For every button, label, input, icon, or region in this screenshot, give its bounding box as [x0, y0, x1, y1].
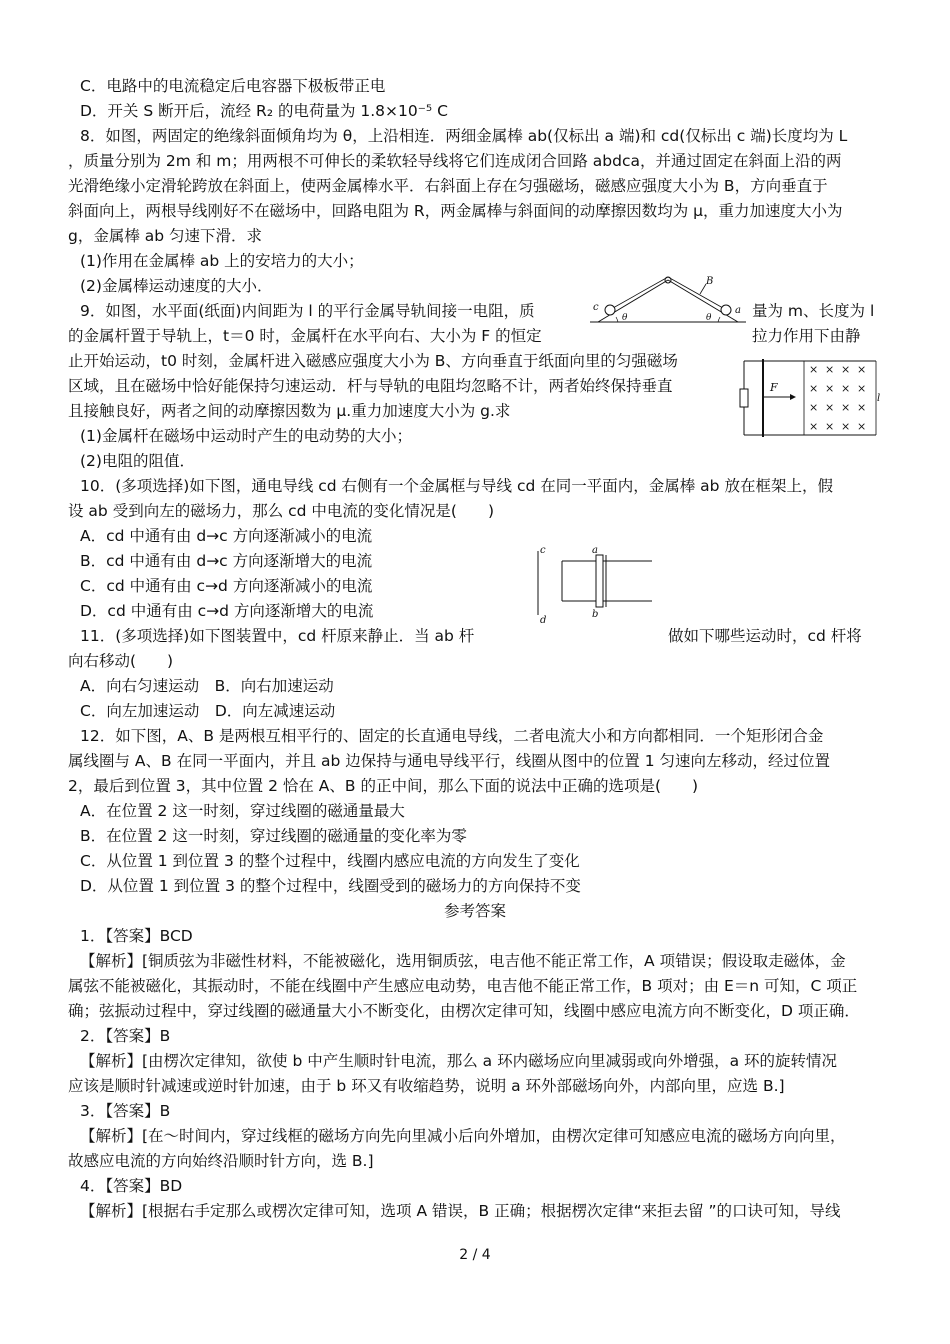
text-line: 11．(多项选择)如下图装置中，cd 杆原来静止．当 ab 杆 [80, 627, 475, 645]
text-line: D．开关 S 断开后，流经 R₂ 的电荷量为 1.8×10⁻⁵ C [80, 102, 448, 120]
text-line: 设 ab 受到向左的磁场力，那么 cd 中电流的变化情况是( ) [68, 502, 495, 520]
figure-wire-frame [532, 543, 656, 625]
text-line: C．电路中的电流稳定后电容器下极板带正电 [80, 77, 386, 95]
field-cross: × [809, 382, 819, 395]
text-line: A．在位置 2 这一时刻，穿过线圈的磁通量最大 [80, 802, 405, 820]
text-line: 【解析】[在～时间内，穿过线框的磁场方向先向里减小后向外增加，由楞次定律可知感应电流的磁场方向向里， [80, 1127, 846, 1145]
text-line: 止开始运动，t0 时刻，金属杆进入磁感应强度大小为 B、方向垂直于纸面向里的匀强磁场 [68, 352, 678, 370]
page-number: 2 / 4 [459, 1247, 491, 1263]
label-F: F [770, 381, 778, 394]
field-cross: × [825, 420, 835, 433]
text-line: 12．如下图，A、B 是两根互相平行的、固定的长直通电导线，二者电流大小和方向都相同．一个矩形闭合金 [80, 727, 824, 745]
label-B: B [706, 276, 714, 287]
label-a: a [592, 545, 598, 556]
text-line: C．向左加速运动 D．向左减速运动 [80, 702, 336, 720]
resistor [740, 389, 748, 407]
field-cross: × [809, 401, 819, 414]
section-title: 参考答案 [443, 902, 506, 920]
field-cross: × [841, 363, 851, 376]
text-line: 属弦不能被磁化，其振动时，不能在线圈中产生感应电动势，电吉他不能正常工作，B 项对；由 E＝n 可知，C 项正 [68, 977, 858, 995]
field-cross: × [857, 420, 867, 433]
field-cross: × [809, 363, 819, 376]
text-line: (2)金属棒运动速度的大小． [80, 277, 273, 295]
field-cross: × [857, 382, 867, 395]
label-c: c [540, 545, 546, 556]
text-line: 的金属杆置于导轨上，t＝0 时，金属杆在水平向右、大小为 F 的恒定 [68, 327, 542, 345]
text-line: D．从位置 1 到位置 3 的整个过程中，线圈受到的磁场力的方向保持不变 [80, 877, 581, 895]
text-line: 应该是顺时针减速或逆时针加速，由于 b 环又有收缩趋势，说明 a 环外部磁场向外，内部向里，应选 B.] [68, 1077, 785, 1095]
field-cross: × [809, 420, 819, 433]
text-line: C．从位置 1 到位置 3 的整个过程中，线圈内感应电流的方向发生了变化 [80, 852, 580, 870]
text-line: 故感应电流的方向始终沿顺时针方向，选 B.] [68, 1152, 374, 1170]
text-line: 【解析】[铜质弦为非磁性材料，不能被磁化，选用铜质弦，电吉他不能正常工作，A 项错误；假设取走磁体，金 [80, 952, 846, 970]
label-theta-left: θ [622, 313, 628, 323]
text-line: 光滑绝缘小定滑轮跨放在斜面上，使两金属棒水平．右斜面上存在匀强磁场，磁感应强度大小为 B，方向垂直于 [68, 177, 828, 195]
label-theta-right: θ [706, 313, 712, 323]
field-cross: × [841, 401, 851, 414]
text-line: D．cd 中通有由 c→d 方向逐渐增大的电流 [80, 602, 374, 620]
text-line: 向右移动( ) [68, 652, 174, 670]
label-d: d [540, 615, 547, 625]
text-line: (2)电阻的阻值． [80, 452, 195, 470]
text-line: 3．【答案】B [80, 1102, 171, 1120]
text-line: 【解析】[由楞次定律知，欲使 b 中产生顺时针电流，那么 a 环内磁场应向里减弱或向外增强，a 环的旋转情况 [80, 1052, 838, 1070]
text-line: 量为 m、长度为 l [752, 302, 875, 320]
text-line: 确；弦振动过程中，穿过线圈的磁通量大小不断变化，由楞次定律可知，线圈中感应电流方向不断变化，D 项正确． [68, 1002, 860, 1020]
field-cross: × [825, 401, 835, 414]
text-line: 8．如图，两固定的绝缘斜面倾角均为 θ，上沿相连．两细金属棒 ab(仅标出 a 端)和 cd(仅标出 c 端)长度均为 L [80, 127, 848, 145]
text-line: 且接触良好，两者之间的动摩擦因数为 μ.重力加速度大小为 g.求 [68, 402, 511, 420]
text-line: g，金属棒 ab 匀速下滑．求 [68, 227, 263, 245]
label-a: a [735, 305, 741, 316]
label-b: b [592, 609, 599, 620]
text-line: A．cd 中通有由 d→c 方向逐渐减小的电流 [80, 527, 373, 545]
text-line: B．在位置 2 这一时刻，穿过线圈的磁通量的变化率为零 [80, 827, 467, 845]
text-line: 拉力作用下由静 [752, 327, 861, 345]
field-cross: × [857, 363, 867, 376]
text-line: 区域，且在磁场中恰好能保持匀速运动．杆与导轨的电阻均忽略不计，两者始终保持垂直 [68, 377, 673, 395]
text-line: 做如下哪些运动时，cd 杆将 [668, 627, 862, 645]
label-l: l [877, 393, 881, 404]
text-line: (1)金属杆在磁场中运动时产生的电动势的大小； [80, 427, 412, 445]
figure-rails-field [738, 355, 883, 441]
figure-inclined-planes [588, 272, 748, 326]
field-cross: × [825, 363, 835, 376]
text-line: ，质量分别为 2m 和 m；用两根不可伸长的柔软轻导线将它们连成闭合回路 abdca，并通过固定在斜面上沿的两 [68, 152, 842, 170]
text-line: 【解析】[根据右手定那么或楞次定律可知，选项 A 错误，B 正确；根据楞次定律“来拒去留 ”的口诀可知，导线 [80, 1202, 841, 1220]
rod-ab [596, 555, 603, 607]
text-line: 2．【答案】B [80, 1027, 171, 1045]
text-line: 属线圈与 A、B 在同一平面内，并且 ab 边保持与通电导线平行，线圈从图中的位置 1 匀速向左移动，经过位置 [68, 752, 831, 770]
field-cross: × [841, 420, 851, 433]
field-cross: × [857, 401, 867, 414]
field-cross: × [841, 382, 851, 395]
text-line: B．cd 中通有由 d→c 方向逐渐增大的电流 [80, 552, 373, 570]
text-line: 1．【答案】BCD [80, 927, 193, 945]
text-line: A．向右匀速运动 B．向右加速运动 [80, 677, 334, 695]
text-line: (1)作用在金属棒 ab 上的安培力的大小； [80, 252, 364, 270]
text-line: 4．【答案】BD [80, 1177, 183, 1195]
text-line: 10．(多项选择)如下图，通电导线 cd 右侧有一个金属框与导线 cd 在同一平面内，金属棒 ab 放在框架上，假 [80, 477, 833, 495]
text-line: 2，最后到位置 3，其中位置 2 恰在 A、B 的正中间，那么下面的说法中正确的选项是( ) [68, 777, 699, 795]
field-cross: × [825, 382, 835, 395]
text-line: C．cd 中通有由 c→d 方向逐渐减小的电流 [80, 577, 373, 595]
text-line: 斜面向上，两根导线刚好不在磁场中，回路电阻为 R，两金属棒与斜面间的动摩擦因数均为 μ，重力加速度大小为 [68, 202, 843, 220]
text-line: 9．如图，水平面(纸面)内间距为 l 的平行金属导轨间接一电阻，质 [80, 302, 535, 320]
label-c: c [593, 302, 599, 313]
